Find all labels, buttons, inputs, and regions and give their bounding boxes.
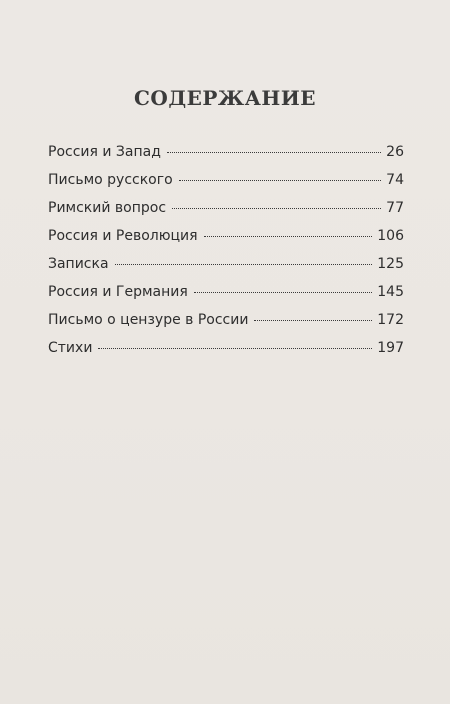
table-of-contents	[48, 144, 404, 368]
toc-entry-page: 125	[377, 256, 404, 272]
toc-entry-title: Письмо русского	[48, 172, 173, 188]
dot-leader	[172, 208, 381, 209]
toc-entry-title: Римский вопрос	[48, 200, 167, 216]
toc-entry-title: Россия и Революция	[48, 228, 198, 244]
dot-leader	[179, 180, 382, 181]
toc-entry-title: Россия и Запад	[48, 144, 161, 160]
toc-entry-page: 74	[386, 172, 404, 188]
toc-entry-page: 197	[377, 340, 404, 356]
toc-entry	[48, 256, 404, 284]
toc-entry-title: Записка	[48, 256, 109, 272]
toc-entry	[48, 172, 404, 200]
dot-leader	[204, 236, 373, 237]
toc-entry-page: 172	[377, 312, 404, 328]
toc-entry	[48, 228, 404, 256]
dot-leader	[194, 292, 372, 293]
toc-entry-page: 26	[386, 144, 404, 160]
dot-leader	[115, 264, 373, 265]
page-title: СОДЕРЖАНИЕ	[134, 86, 316, 110]
toc-entry	[48, 200, 404, 228]
toc-entry-page: 145	[377, 284, 404, 300]
toc-entry-title: Россия и Германия	[48, 284, 188, 300]
toc-entry-title: Письмо о цензуре в России	[48, 312, 249, 328]
toc-entry	[48, 312, 404, 340]
dot-leader	[167, 152, 381, 153]
toc-entry-page: 106	[377, 228, 404, 244]
dot-leader	[98, 348, 372, 349]
dot-leader	[254, 320, 372, 321]
toc-entry-title: Стихи	[48, 340, 93, 356]
toc-entry	[48, 340, 404, 368]
toc-entry	[48, 144, 404, 172]
toc-entry	[48, 284, 404, 312]
toc-entry-page: 77	[386, 200, 404, 216]
